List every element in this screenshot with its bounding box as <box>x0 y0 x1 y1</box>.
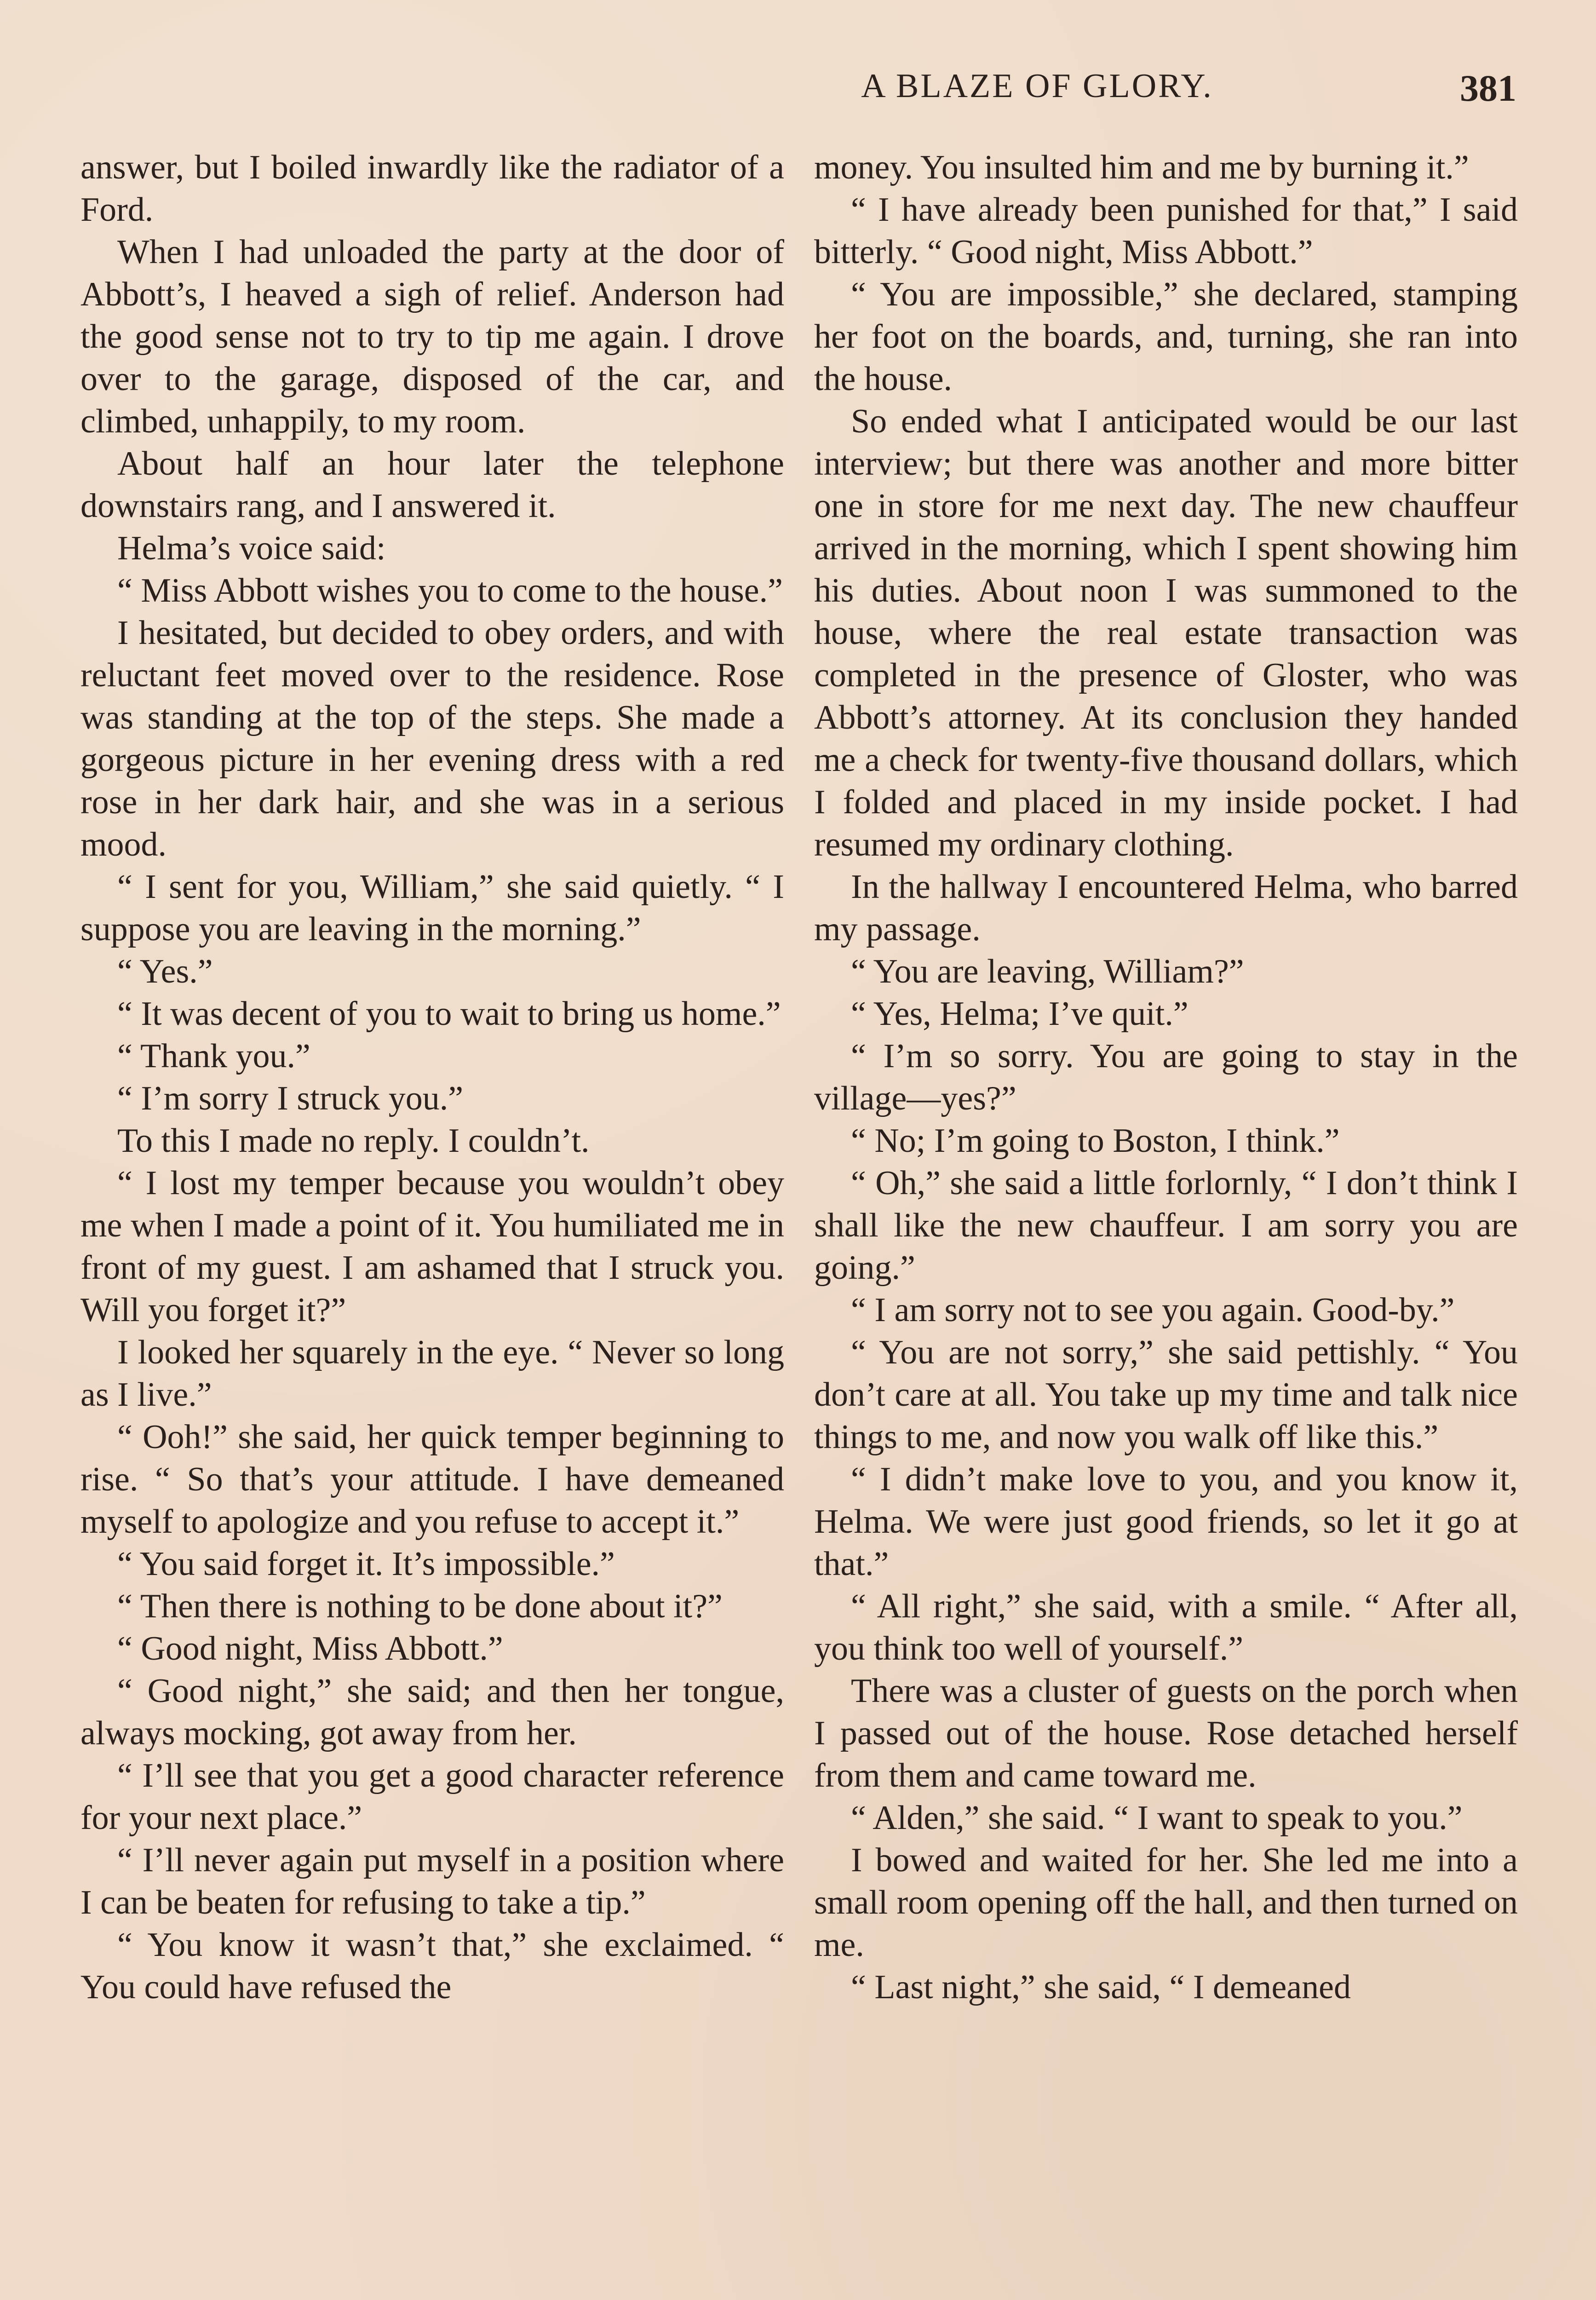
paragraph: “ You said forget it. It’s impossible.” <box>117 1545 615 1583</box>
paragraph: “ No; I’m going to Boston, I think.” <box>851 1122 1340 1160</box>
running-title: A BLAZE OF GLORY. <box>861 67 1213 105</box>
paragraph: “ Alden,” she said. “ I want to speak to you.” <box>851 1799 1463 1837</box>
paragraph: “ I lost my temper because you wouldn’t obey me when I made a point of it. You humiliated me in front of my guest. I am ashamed that I struck you. Will you forget it?” <box>80 1164 784 1329</box>
paragraph: To this I made no reply. I couldn’t. <box>117 1122 590 1160</box>
paragraph: “ I’ll never again put myself in a position where I can be beaten for refusing to take a tip.” <box>80 1841 784 1921</box>
paragraph: When I had unloaded the party at the door of Abbott’s, I heaved a sigh of relief. Anderson had the good sense not to try to tip me again. I drove over to the garage, disposed of the car, and climbed, unhappily, to my room. <box>80 233 784 440</box>
paragraph: I hesitated, but decided to obey orders, and with reluctant feet moved over to the residence. Rose was standing at the top of the steps. She made a gorgeous picture in her evening dress with a red rose in her dark hair, and she was in a serious mood. <box>80 614 784 863</box>
paragraph: “ I’m sorry I struck you.” <box>117 1080 464 1117</box>
paragraph: About half an hour later the telephone downstairs rang, and I answered it. <box>80 445 784 525</box>
paragraph: “ Thank you.” <box>117 1037 310 1075</box>
paragraph: “ Oh,” she said a little forlornly, “ I don’t think I shall like the new chauffeur. I am sorry you are going.” <box>814 1164 1518 1287</box>
paragraph: “ Last night,” she said, “ I demeaned <box>851 1968 1351 2006</box>
paragraph: “ Good night,” she said; and then her tongue, always mocking, got away from her. <box>80 1672 784 1752</box>
paragraph: “ I didn’t make love to you, and you know it, Helma. We were just good friends, so let it go at that.” <box>814 1460 1518 1583</box>
paragraph: I bowed and waited for her. She led me into a small room opening off the hall, and then turned on me. <box>814 1841 1518 1964</box>
page-number: 381 <box>1460 67 1516 109</box>
paragraph: I looked her squarely in the eye. “ Never so long as I live.” <box>80 1334 784 1414</box>
paragraph: “ Then there is nothing to be done about it?” <box>117 1587 723 1625</box>
paragraph: “ It was decent of you to wait to bring us home.” <box>117 995 781 1033</box>
paragraph: “ Yes.” <box>117 953 213 990</box>
paragraph: money. You insulted him and me by burning it.” <box>814 149 1469 186</box>
paragraph: “ I sent for you, William,” she said quietly. “ I suppose you are leaving in the morning.” <box>80 868 784 948</box>
paragraph: “ I’ll see that you get a good character reference for your next place.” <box>80 1757 784 1837</box>
paragraph: “ I am sorry not to see you again. Good-by.” <box>851 1291 1455 1329</box>
paragraph: There was a cluster of guests on the porch when I passed out of the house. Rose detached herself from them and came toward me. <box>814 1672 1518 1794</box>
paragraph: “ You are impossible,” she declared, stamping her foot on the boards, and, turning, she ran into the house. <box>814 276 1518 398</box>
paragraph: “ Miss Abbott wishes you to come to the house.” <box>117 572 783 610</box>
paragraph: “ Good night, Miss Abbott.” <box>117 1630 503 1668</box>
right-column <box>814 146 1518 2008</box>
paragraph: “ All right,” she said, with a smile. “ After all, you think too well of yourself.” <box>814 1587 1518 1668</box>
paragraph: So ended what I anticipated would be our last interview; but there was another and more bitter one in store for me next day. The new chauffeur arrived in the morning, which I spent showing him his duties. About noon I was summoned to the house, where the real estate transaction was completed in the presence of Gloster, who was Abbott’s attorney. At its conclusion they handed me a check for twenty-five thousand dollars, which I folded and placed in my inside pocket. I had resumed my ordinary clothing. <box>814 402 1518 863</box>
paragraph: “ You are not sorry,” she said pettishly. “ You don’t care at all. You take up my time and talk nice things to me, and now you walk off like this.” <box>814 1334 1518 1456</box>
paragraph: “ Ooh!” she said, her quick temper beginning to rise. “ So that’s your attitude. I have demeaned myself to apologize and you refuse to accept it.” <box>80 1418 784 1541</box>
paragraph: “ You know it wasn’t that,” she exclaimed. “ You could have refused the <box>80 1926 784 2006</box>
paragraph: “ I’m so sorry. You are going to stay in the village—yes?” <box>814 1037 1518 1117</box>
paragraph: “ You are leaving, William?” <box>851 953 1244 990</box>
paragraph: “ Yes, Helma; I’ve quit.” <box>851 995 1188 1033</box>
paragraph: “ I have already been punished for that,” I said bitterly. “ Good night, Miss Abbott.” <box>814 191 1518 271</box>
paragraph: Helma’s voice said: <box>117 529 386 567</box>
paragraph: answer, but I boiled inwardly like the radiator of a Ford. <box>80 149 784 229</box>
paragraph: In the hallway I encountered Helma, who barred my passage. <box>814 868 1518 948</box>
left-column <box>80 146 784 2008</box>
